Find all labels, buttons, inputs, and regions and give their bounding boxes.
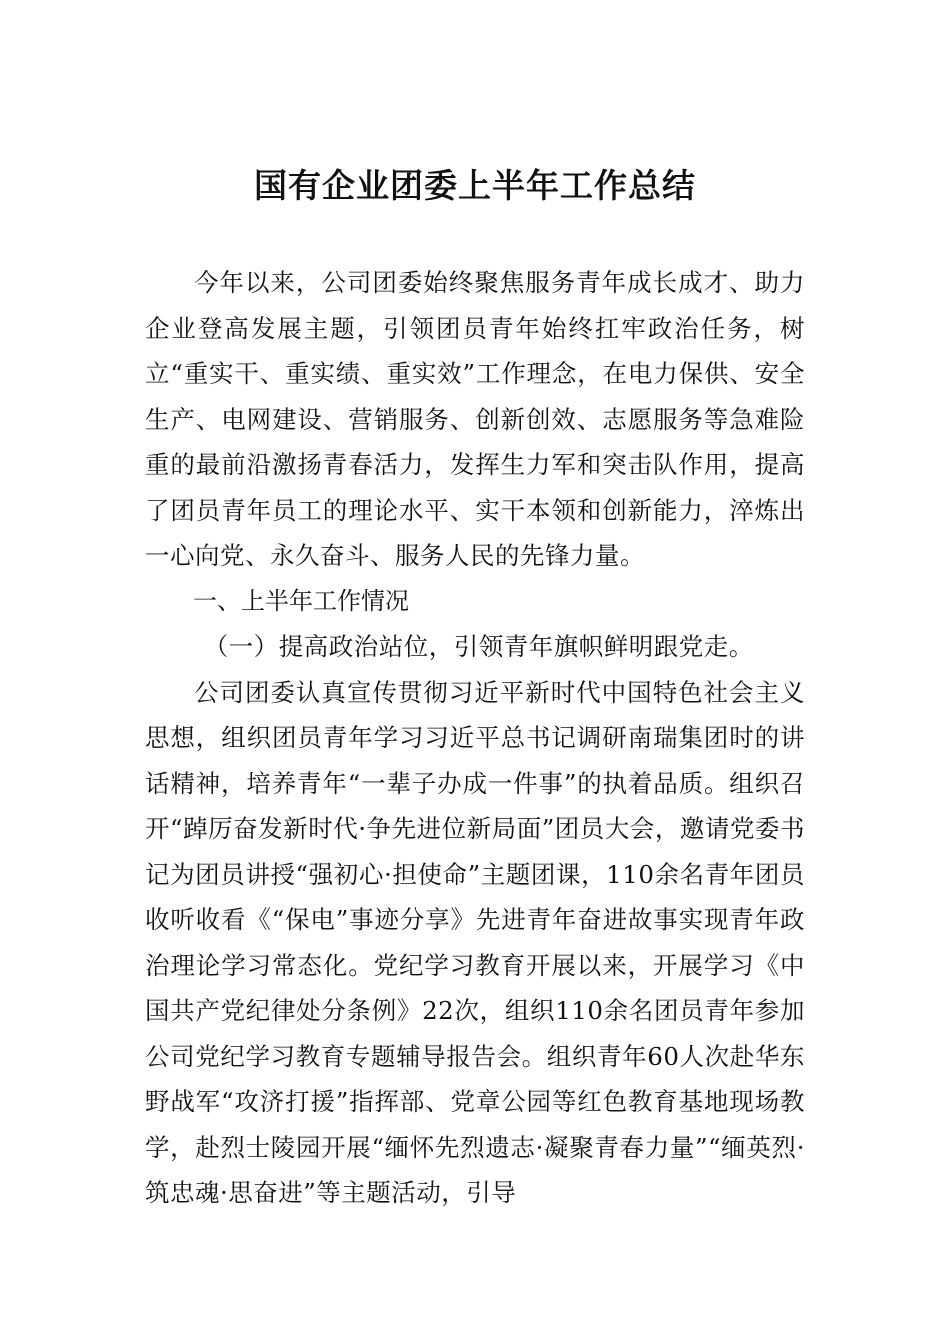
document-body xyxy=(145,260,805,1216)
section-heading: 一、上半年工作情况 xyxy=(193,586,409,615)
subsection-heading: （一）提高政治站位，引领青年旗帜鲜明跟党走。 xyxy=(203,632,754,661)
intro-paragraph: 今年以来，公司团委始终聚焦服务青年成长成才、助力企业登高发展主题，引领团员青年始终扛牢政治任务，树立“重实干、重实绩、重实效”工作理念，在电力保供、安全生产、电网建设、营销服务、创新创效、志愿服务等急难险重的最前沿激扬青春活力，发挥生力军和突击队作用，提高了团员青年员工的理论水平、实干本领和创新能力，淬炼出一心向党、永久奋斗、服务人民的先锋力量。 xyxy=(145,268,805,570)
subsection-paragraph: 公司团委认真宣传贯彻习近平新时代中国特色社会主义思想，组织团员青年学习习近平总书记调研南瑞集团时的讲话精神，培养青年“一辈子办成一件事”的执着品质。组织召开“踔厉奋发新时代·争先进位新局面”团员大会，邀请党委书记为团员讲授“强初心·担使命”主题团课，110余名青年团员收听收看《“保电”事迹分享》先进青年奋进故事实现青年政治理论学习常态化。党纪学习教育开展以来，开展学习《中国共产党纪律处分条例》22次，组织110余名团员青年参加公司党纪学习教育专题辅导报告会。组织青年60人次赴华东野战军“攻济打援”指挥部、党章公园等红色教育基地现场教学，赴烈士陵园开展“缅怀先烈遗志·凝聚青春力量”“缅英烈·筑忠魂·思奋进”等主题活动，引导 xyxy=(145,677,805,1207)
document-title: 国有企业团委上半年工作总结 xyxy=(254,166,696,205)
